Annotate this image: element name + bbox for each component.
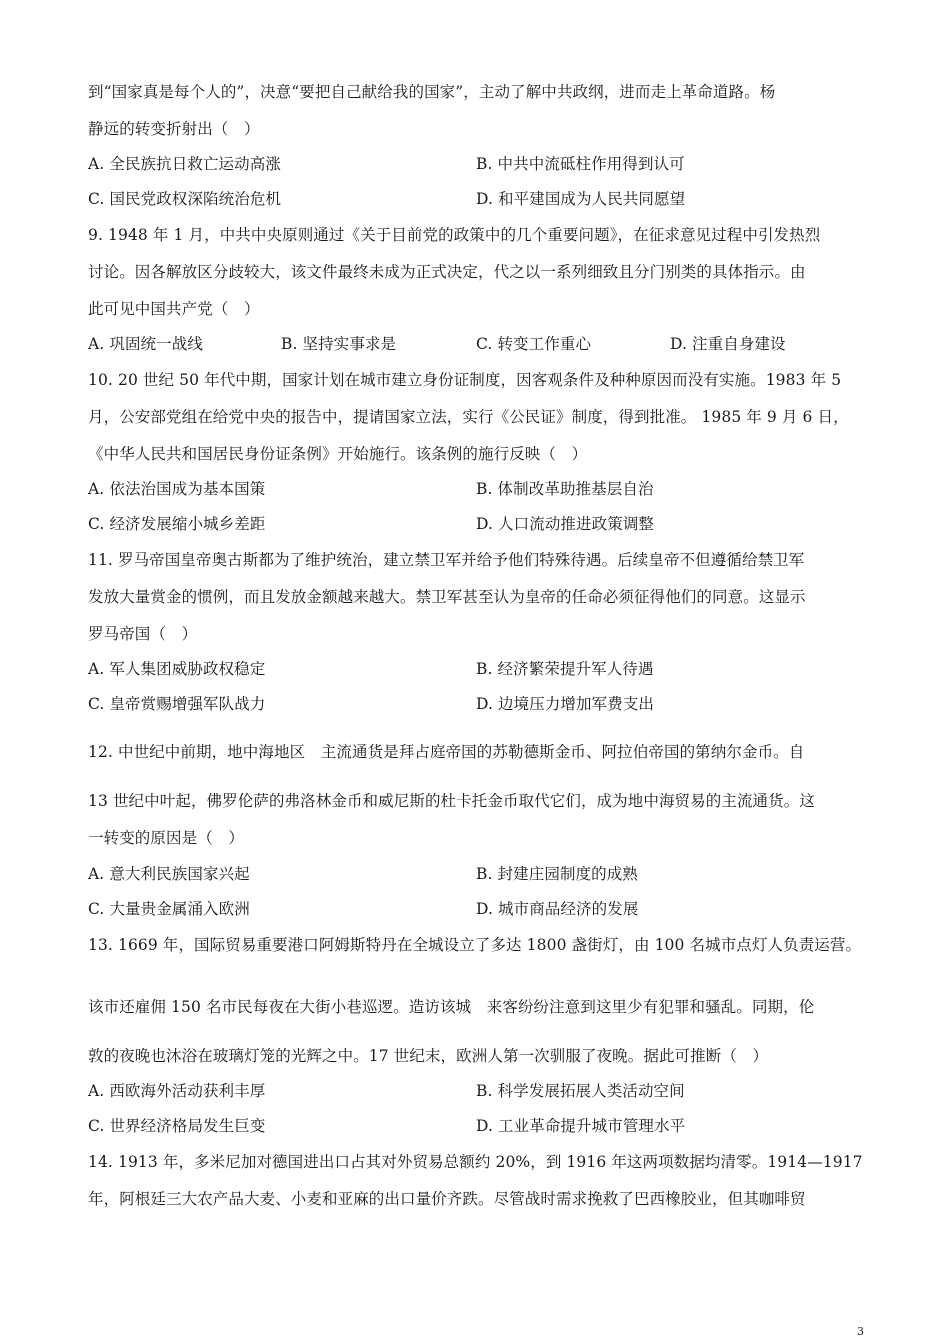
question-9-line-3: 此可见中国共产党（ ）: [88, 300, 260, 318]
q10-option-a: A. 依法治国成为基本国策: [88, 480, 266, 498]
question-12-line-3: 一转变的原因是（ ）: [88, 829, 245, 847]
q12-option-b: B. 封建庄园制度的成熟: [476, 865, 638, 883]
question-11-line-2: 发放大量赏金的惯例，而且发放金额越来越大。禁卫军甚至认为皇帝的任命必须征得他们的同意。这显示: [88, 588, 806, 606]
q11-option-c: C. 皇帝赏赐增强军队战力: [88, 695, 266, 713]
question-9-line-2: 讨论。因各解放区分歧较大，该文件最终未成为正式决定，代之以一系列细致且分门别类的具体指示。由: [88, 263, 806, 281]
q13-option-c: C. 世界经济格局发生巨变: [88, 1117, 266, 1135]
question-13-line-1: 13. 1669 年，国际贸易重要港口阿姆斯特丹在全城设立了多达 1800 盏街灯，由 100 名城市点灯人负责运营。: [88, 936, 862, 954]
q13-option-b: B. 科学发展拓展人类活动空间: [476, 1082, 685, 1100]
q10-option-c: C. 经济发展缩小城乡差距: [88, 515, 266, 533]
q13-option-d: D. 工业革命提升城市管理水平: [476, 1117, 686, 1135]
q12-option-d: D. 城市商品经济的发展: [476, 900, 639, 918]
q9-option-a: A. 巩固统一战线: [88, 335, 203, 353]
q12-option-c: C. 大量贵金属涌入欧洲: [88, 900, 250, 918]
q12-option-a: A. 意大利民族国家兴起: [88, 865, 250, 883]
question-10-line-2: 月，公安部党组在给党中央的报告中，提请国家立法，实行《公民证》制度，得到批准。 1985 年 9 月 6 日，: [88, 408, 849, 426]
q8-option-d: D. 和平建国成为人民共同愿望: [476, 190, 686, 208]
q11-option-b: B. 经济繁荣提升军人待遇: [476, 660, 654, 678]
q8-option-b: B. 中共中流砥柱作用得到认可: [476, 155, 685, 173]
q13-option-a: A. 西欧海外活动获利丰厚: [88, 1082, 266, 1100]
q9-option-d: D. 注重自身建设: [670, 335, 786, 353]
question-12-line-2: 13 世纪中叶起，佛罗伦萨的弗洛林金币和威尼斯的杜卡托金币取代它们，成为地中海贸易的主流通货。这: [88, 792, 815, 810]
q9-option-c: C. 转变工作重心: [476, 335, 592, 353]
question-11-line-1: 11. 罗马帝国皇帝奥古斯都为了维护统治，建立禁卫军并给予他们特殊待遇。后续皇帝不但遵循给禁卫军: [88, 551, 805, 569]
question-11-line-3: 罗马帝国（ ）: [88, 625, 198, 643]
question-10-line-3: 《中华人民共和国居民身份证条例》开始施行。该条例的施行反映（ ）: [88, 445, 588, 463]
q10-option-b: B. 体制改革助推基层自治: [476, 480, 654, 498]
q9-option-b: B. 坚持实事求是: [281, 335, 397, 353]
page-number: 3: [857, 1325, 864, 1338]
q8-option-a: A. 全民族抗日救亡运动高涨: [88, 155, 281, 173]
question-13-line-3: 敦的夜晚也沐浴在玻璃灯笼的光辉之中。17 世纪末，欧洲人第一次驯服了夜晚。据此可推断（ ）: [88, 1047, 769, 1065]
question-8-line-2: 静远的转变折射出（ ）: [88, 120, 260, 138]
question-13-line-2: 该市还雇佣 150 名市民每夜在大街小巷巡逻。造访该城 来客纷纷注意到这里少有犯罪和骚乱。同期，伦: [88, 998, 815, 1016]
question-12-line-1: 12. 中世纪中前期，地中海地区 主流通货是拜占庭帝国的苏勒德斯金币、阿拉伯帝国的第纳尔金币。自: [88, 743, 805, 761]
q8-option-c: C. 国民党政权深陷统治危机: [88, 190, 282, 208]
question-14-line-2: 年，阿根廷三大农产品大麦、小麦和亚麻的出口量价齐跌。尽管战时需求挽救了巴西橡胶业，但其咖啡贸: [88, 1190, 806, 1208]
question-8-line-1: 到“国家真是每个人的”，决意“要把自己献给我的国家”，主动了解中共政纲，进而走上革命道路。杨: [88, 83, 776, 101]
q11-option-a: A. 军人集团威胁政权稳定: [88, 660, 266, 678]
question-14-line-1: 14. 1913 年，多米尼加对德国进出口占其对外贸易总额约 20%，到 1916 年这两项数据均清零。1914—1917: [88, 1153, 863, 1171]
q11-option-d: D. 边境压力增加军费支出: [476, 695, 655, 713]
question-9-line-1: 9. 1948 年 1 月，中共中央原则通过《关于目前党的政策中的几个重要问题》，在征求意见过程中引发热烈: [88, 226, 821, 244]
question-10-line-1: 10. 20 世纪 50 年代中期，国家计划在城市建立身份证制度，因客观条件及种种原因而没有实施。1983 年 5: [88, 371, 842, 389]
q10-option-d: D. 人口流动推进政策调整: [476, 515, 655, 533]
